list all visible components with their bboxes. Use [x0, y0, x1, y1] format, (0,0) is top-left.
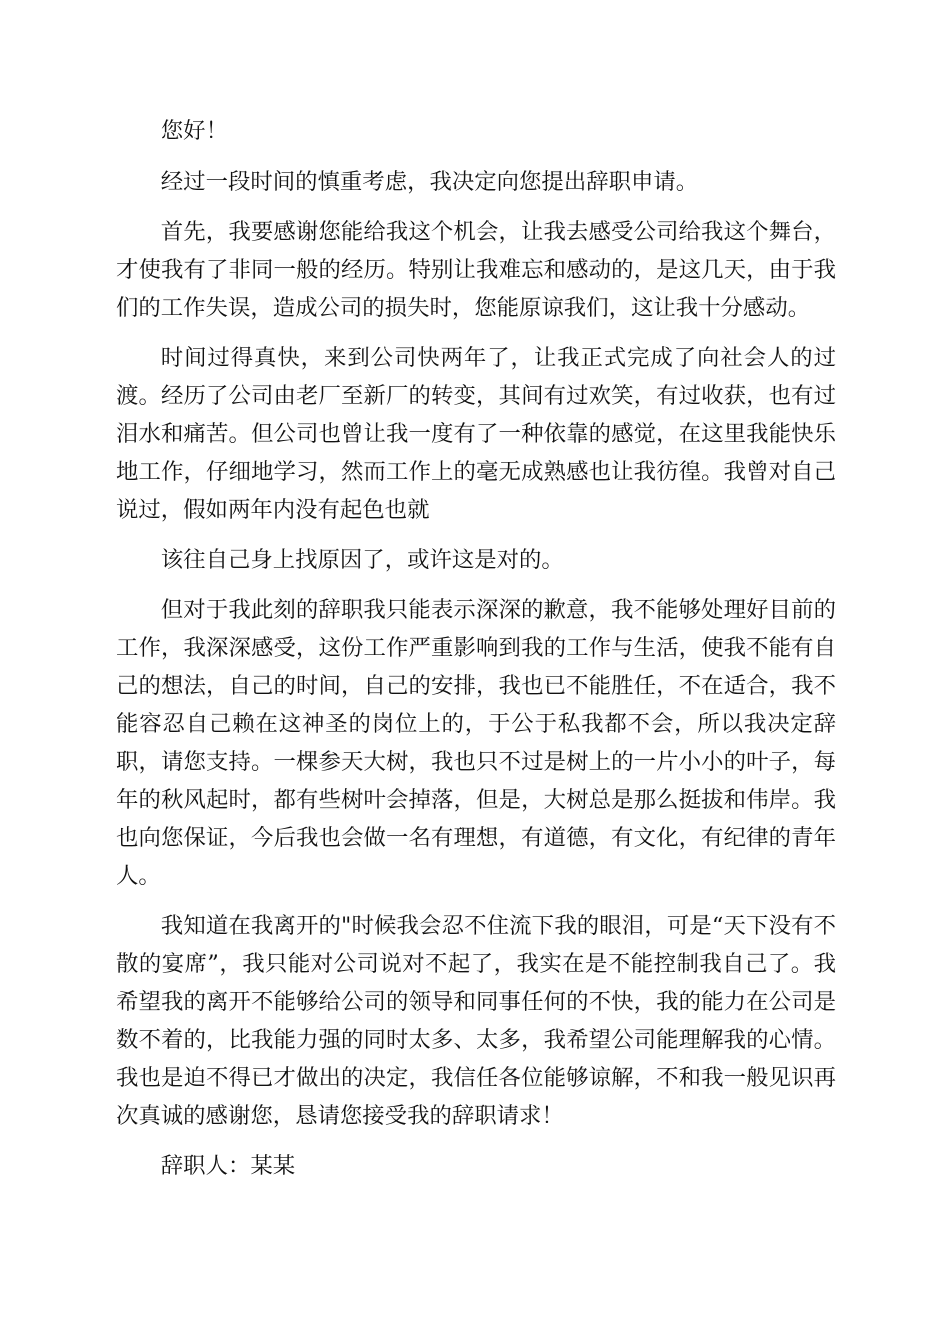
letter-paragraph-3: 时间过得真快，来到公司快两年了，让我正式完成了向社会人的过渡。经历了公司由老厂至新厂的转变，其间有过欢笑，有过收获，也有过泪水和痛苦。但公司也曾让我一度有了一种依靠的感觉，在这里我能快乐地工作，仔细地学习，然而工作上的毫无成熟感也让我彷徨。我曾对自己说过，假如两年内没有起色也就	[116, 345, 836, 523]
letter-paragraph-1: 经过一段时间的慎重考虑，我决定向您提出辞职申请。	[160, 169, 699, 195]
letter-body	[116, 112, 836, 1197]
letter-paragraph-4: 该往自己身上找原因了，或许这是对的。	[160, 547, 564, 573]
letter-paragraph-6: 我知道在我离开的"时候我会忍不住流下我的眼泪，可是“天下没有不散的宴席”，我只能对公司说对不起了，我实在是不能控制我自己了。我希望我的离开不能够给公司的领导和同事任何的不快，我的能力在公司是数不着的，比我能力强的同时太多、太多，我希望公司能理解我的心情。我也是迫不得已才做出的决定，我信任各位能够谅解，不和我一般见识再次真诚的感谢您，恳请您接受我的辞职请求！	[116, 913, 836, 1129]
letter-greeting: 您好！	[160, 118, 228, 144]
letter-paragraph-2: 首先，我要感谢您能给我这个机会，让我去感受公司给我这个舞台，才使我有了非同一般的经历。特别让我难忘和感动的，是这几天，由于我们的工作失误，造成公司的损失时，您能原谅我们，这让我十分感动。	[116, 219, 836, 321]
letter-signature: 辞职人：某某	[160, 1153, 296, 1179]
letter-paragraph-5: 但对于我此刻的辞职我只能表示深深的歉意，我不能够处理好目前的工作，我深深感受，这份工作严重影响到我的工作与生活，使我不能有自己的想法，自己的时间，自己的安排，我也已不能胜任，不在适合，我不能容忍自己赖在这神圣的岗位上的，于公于私我都不会，所以我决定辞职，请您支持。一棵参天大树，我也只不过是树上的一片小小的叶子，每年的秋风起时，都有些树叶会掉落，但是，大树总是那么挺拔和伟岸。我也向您保证，今后我也会做一名有理想，有道德，有文化，有纪律的青年人。	[116, 597, 836, 889]
